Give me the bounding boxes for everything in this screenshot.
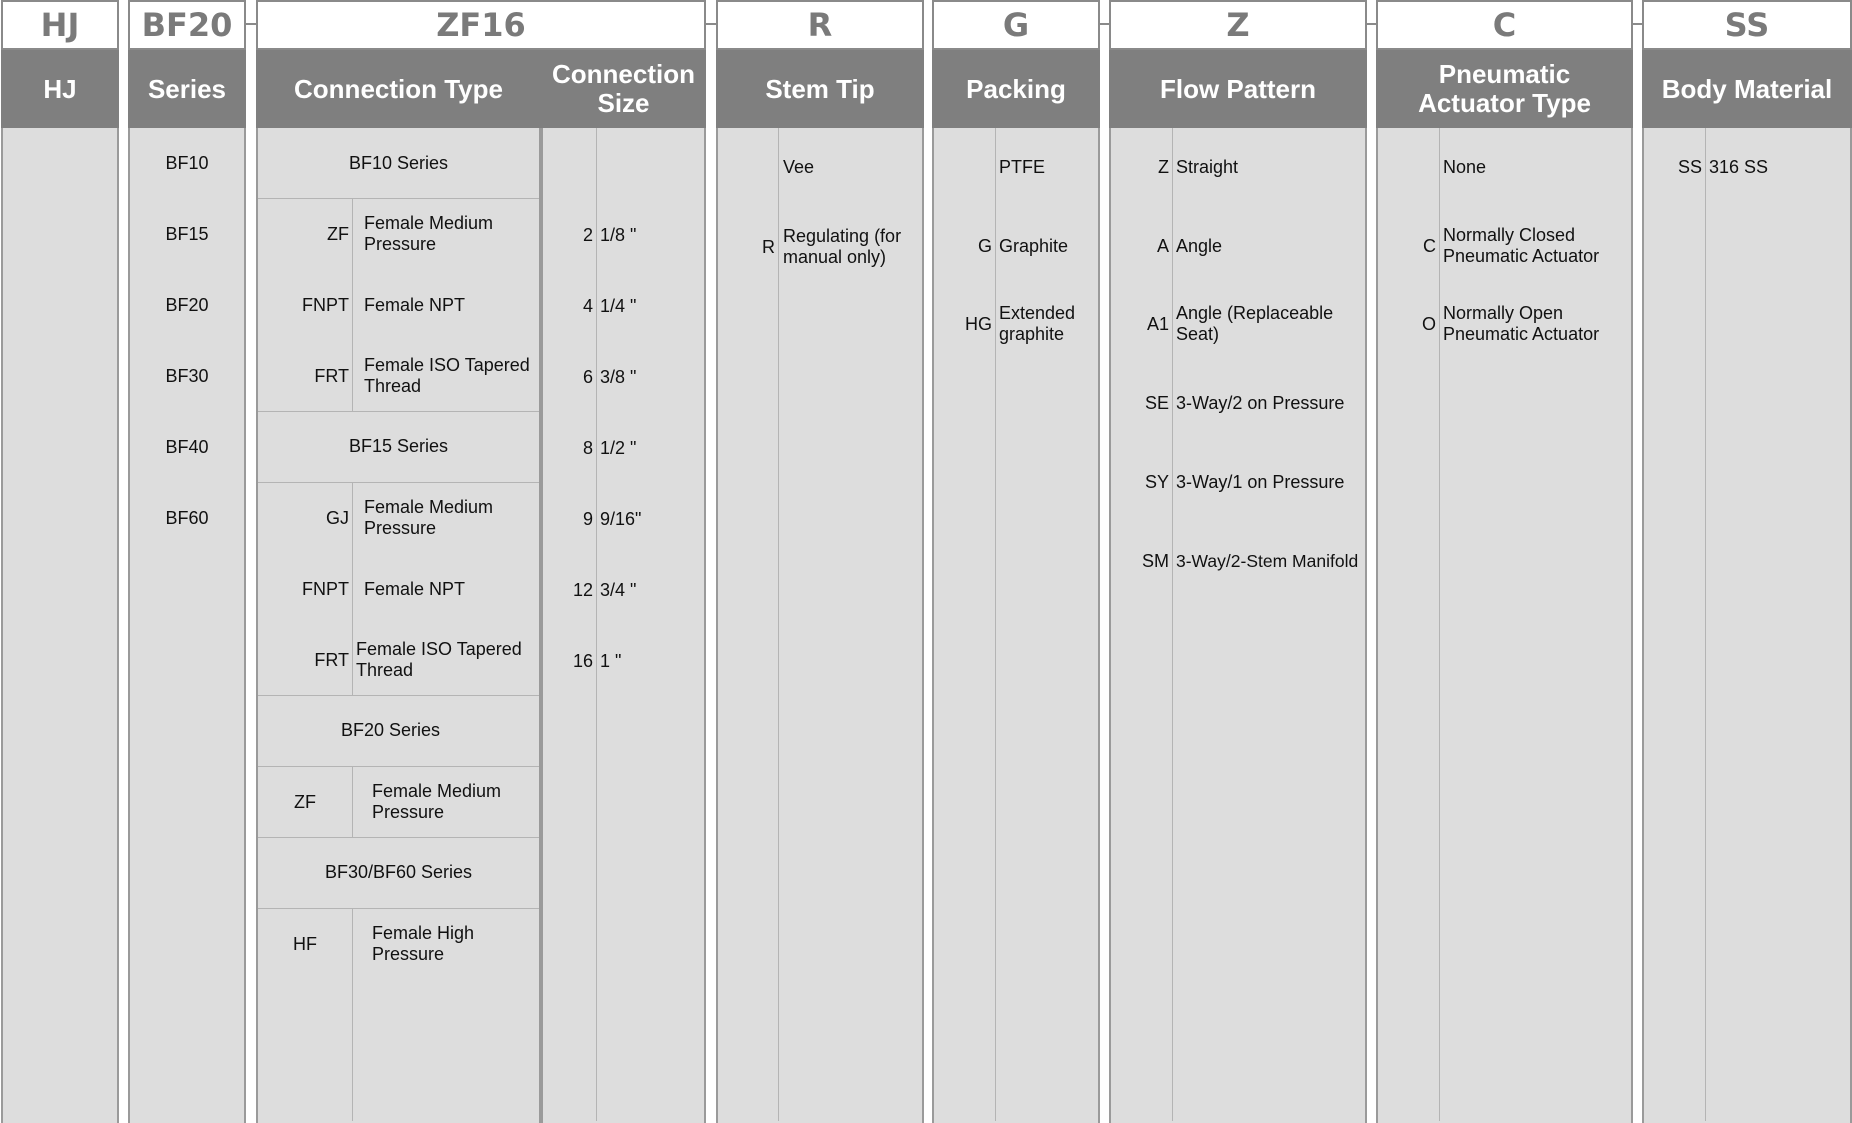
connection-size-code: 9 — [582, 508, 593, 529]
connection-type-code: FNPT — [302, 294, 349, 315]
connection-type-label: Female NPT — [364, 578, 466, 599]
connection-type-label: Female Medium Pressure — [364, 497, 494, 538]
stem-tip-divider — [778, 128, 779, 1121]
header-connection-type: Connection Type — [256, 50, 541, 128]
header-body-material: Body Material — [1642, 50, 1852, 128]
code-box-packing: G — [932, 0, 1100, 50]
packing-code: G — [977, 235, 992, 256]
header-flow-pattern: Flow Pattern — [1109, 50, 1367, 128]
connection-type-divider — [352, 909, 353, 1121]
body-material-divider — [1705, 128, 1706, 1121]
separator-dash — [706, 23, 716, 25]
connection-type-code: GJ — [325, 507, 349, 528]
header-actuator: Pneumatic Actuator Type — [1376, 50, 1633, 128]
series-item: BF60 — [165, 507, 209, 528]
connection-type-code: FRT — [314, 365, 349, 386]
connection-type-label: Female High Pressure — [372, 923, 475, 964]
actuator-label: None — [1443, 156, 1487, 177]
connection-size-label: 1 " — [600, 650, 622, 671]
code-box-flow-pattern: Z — [1109, 0, 1367, 50]
header-connection-size: Connection Size — [541, 50, 706, 128]
flow-pattern-label: 3-Way/1 on Pressure — [1176, 471, 1345, 492]
code-box-series: BF20 — [128, 0, 246, 50]
column-stem-tip — [716, 50, 924, 1123]
header-stem-tip: Stem Tip — [716, 50, 924, 128]
connection-type-label: Female ISO Tapered Thread — [356, 639, 522, 680]
series-item: BF15 — [165, 223, 209, 244]
stem-tip-code: R — [762, 236, 775, 257]
connection-size-code: 16 — [572, 650, 593, 671]
code-box-stem-tip: R — [716, 0, 924, 50]
body-material-code: SS — [1677, 156, 1702, 177]
separator-dash — [1367, 23, 1376, 25]
actuator-code: C — [1423, 235, 1436, 256]
connection-group-title: BF20 Series — [340, 720, 441, 740]
connection-size-code: 12 — [572, 579, 593, 600]
connection-type-code: FRT — [314, 649, 349, 670]
packing-label: PTFE — [999, 156, 1046, 177]
connection-size-code: 2 — [582, 224, 593, 245]
series-item: BF30 — [165, 365, 209, 386]
column-flow-pattern — [1109, 50, 1367, 1123]
connection-size-label: 3/8 " — [600, 366, 637, 387]
flow-pattern-code: Z — [1158, 156, 1169, 177]
connection-size-label: 1/8 " — [600, 224, 637, 245]
packing-code — [936, 152, 992, 182]
stem-tip-label: Vee — [783, 156, 815, 177]
connection-type-code: ZF — [294, 791, 316, 812]
column-actuator — [1376, 50, 1633, 1123]
flow-pattern-label: 3-Way/2 on Pressure — [1176, 392, 1345, 413]
connection-type-divider — [352, 483, 353, 695]
connection-size-label: 9/16" — [600, 508, 642, 529]
connection-type-divider — [352, 199, 353, 411]
connection-group-title: BF30/BF60 Series — [324, 862, 473, 882]
packing-label: Graphite — [999, 235, 1069, 256]
connection-type-label: Female NPT — [364, 294, 466, 315]
actuator-divider — [1439, 128, 1440, 1121]
column-packing — [932, 50, 1100, 1123]
flow-pattern-label: Angle (Replaceable Seat) — [1176, 303, 1334, 344]
code-box-actuator: C — [1376, 0, 1633, 50]
connection-size-label: 3/4 " — [600, 579, 637, 600]
flow-pattern-label: Angle — [1176, 235, 1223, 256]
connection-size-label: 1/2 " — [600, 437, 637, 458]
connection-size-code: 4 — [582, 295, 593, 316]
connection-group-title: BF15 Series — [348, 436, 449, 456]
column-series — [128, 50, 246, 1123]
connection-type-code: FNPT — [302, 578, 349, 599]
connection-size-divider — [596, 128, 597, 1121]
stem-tip-code — [720, 152, 775, 182]
flow-pattern-label: 3-Way/2-Stem Manifold — [1176, 550, 1359, 571]
connection-type-code: ZF — [327, 223, 349, 244]
connection-size-code: 8 — [582, 437, 593, 458]
series-item: BF20 — [165, 294, 209, 315]
column-hj — [1, 50, 119, 1123]
connection-type-label: Female Medium Pressure — [372, 781, 502, 822]
code-box-connection: ZF16 — [256, 0, 706, 50]
flow-pattern-code: SE — [1144, 392, 1169, 413]
flow-pattern-label: Straight — [1176, 156, 1239, 177]
actuator-code: O — [1421, 313, 1436, 334]
stem-tip-label: Regulating (for manual only) — [783, 226, 902, 267]
packing-code: HG — [965, 313, 992, 334]
series-item: BF40 — [165, 436, 209, 457]
separator-dash — [1100, 23, 1109, 25]
flow-pattern-divider — [1172, 128, 1173, 1121]
packing-label: Extended graphite — [999, 303, 1076, 344]
flow-pattern-code: SM — [1142, 550, 1169, 571]
connection-size-code: 6 — [582, 366, 593, 387]
connection-type-divider — [352, 767, 353, 837]
connection-type-label: Female ISO Tapered Thread — [364, 355, 530, 396]
actuator-label: Normally Open Pneumatic Actuator — [1443, 303, 1600, 344]
series-item: BF10 — [165, 152, 209, 173]
flow-pattern-code: A1 — [1146, 313, 1169, 334]
connection-size-label: 1/4 " — [600, 295, 637, 316]
connection-group-title: BF10 Series — [348, 152, 449, 173]
connection-type-code: HF — [293, 933, 317, 954]
header-hj: HJ — [1, 50, 119, 128]
body-material-label: 316 SS — [1709, 156, 1769, 177]
actuator-code — [1380, 152, 1436, 182]
actuator-label: Normally Closed Pneumatic Actuator — [1443, 225, 1600, 266]
code-box-hj: HJ — [1, 0, 119, 50]
flow-pattern-code: SY — [1144, 471, 1169, 492]
header-series: Series — [128, 50, 246, 128]
column-body-material — [1642, 50, 1852, 1123]
header-packing: Packing — [932, 50, 1100, 128]
code-box-body-material: SS — [1642, 0, 1852, 50]
flow-pattern-code: A — [1156, 235, 1169, 256]
separator-dash — [246, 23, 256, 25]
connection-type-label: Female Medium Pressure — [364, 213, 494, 254]
separator-dash — [1633, 23, 1642, 25]
packing-divider — [995, 128, 996, 1121]
